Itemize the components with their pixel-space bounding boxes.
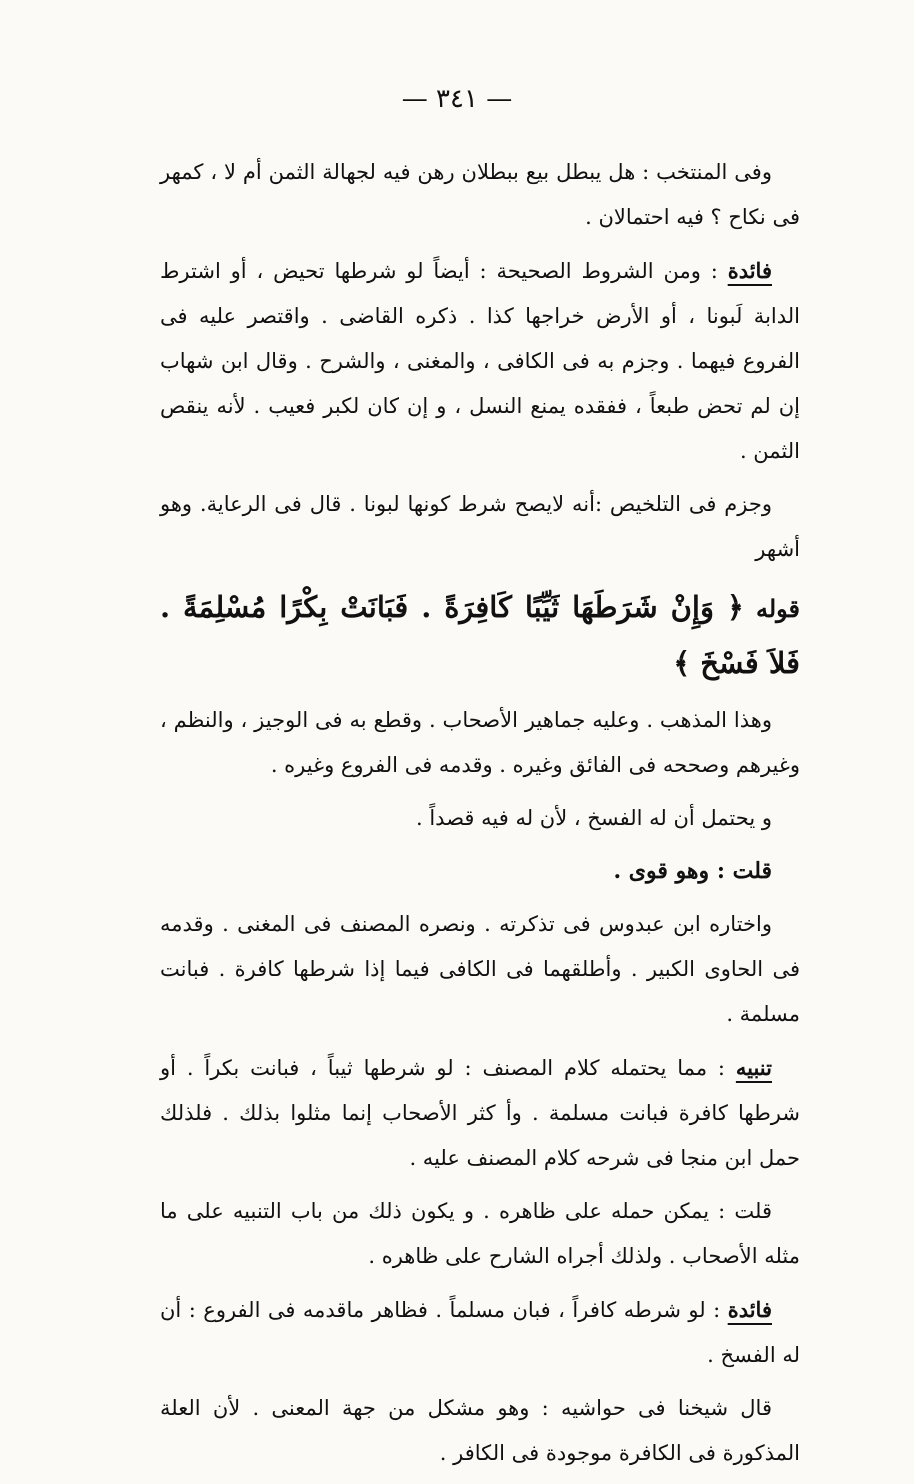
paragraph-tanbih [160,1045,800,1181]
quote-text: ﴿ وَإِنْ شَرَطَهَا ثَيِّبًا كَافِرَةً . فَبَانَتْ بِكْرًا مُسْلِمَةً . فَلاَ فَسْخَ ﴾ [160,590,800,680]
tanbih-text: : مما يحتمله كلام المصنف : لو شرطها ثيباً ، فبانت بكراً . أو شرطها كافرة فبانت مسلمة . وأ كثر الأصحاب إنما مثلوا بذلك . فلذلك حمل ابن منجا فى شرحه كلام المصنف عليه . [160,1056,800,1170]
page-number: — ٣٤١ — [401,84,513,114]
paragraph-faida-conditions [160,248,800,474]
faida-text: : ومن الشروط الصحيحة : أيضاً لو شرطها تحيض ، أو اشترط الدابة لَبونا ، أو الأرض خراجها كذا . ذكره القاضى . واقتصر عليه فى الفروع فيهما . وجزم به فى الكافى ، والمغنى ، والشرح . وقال ابن شهاب إن لم تحض طبعاً ، ففقده يمنع النسل ، و إن كان لكبر فعيب . لأنه ينقص الثمن . [160,259,800,463]
paragraph-shaykhuna: قال شيخنا فى حواشيه : وهو مشكل من جهة المعنى . لأن العلة المذكورة فى الكافرة موجودة فى الكافر . [160,1396,800,1465]
paragraph-qultu-qawi: قلت : وهو قوى . [613,858,772,884]
faida-heading-2: فائدة [727,1297,772,1322]
page-text [160,150,800,1484]
matn-quote [160,580,800,690]
tanbih-heading: تنبيه [735,1055,772,1080]
paragraph-qultu-hamluhu: قلت : يمكن حمله على ظاهره . و يكون ذلك من باب التنبيه على ما مثله الأصحاب . ولذلك أجراه الشارح على ظاهره . [160,1199,800,1268]
paragraph-ibn-abdus: واختاره ابن عبدوس فى تذكرته . ونصره المصنف فى المغنى . وقدمه فى الحاوى الكبير . وأطلقهما فى الكافى فيما إذا شرطها كافرة . فبانت مسلمة . [160,912,800,1026]
paragraph-muntakhab: وفى المنتخب : هل يبطل بيع ببطلان رهن فيه لجهالة الثمن أم لا ، كمهر فى نكاح ؟ فيه احتمالان . [160,160,800,229]
paragraph-yahtamil: و يحتمل أن له الفسخ ، لأن له فيه قصداً . [416,806,772,830]
faida-text-2: : لو شرطه كافراً ، فبان مسلماً . فظاهر ماقدمه فى الفروع : أن له الفسخ . [160,1298,800,1367]
paragraph-madhhab: وهذا المذهب . وعليه جماهير الأصحاب . وقطع به فى الوجيز ، والنظم ، وغيرهم وصححه فى الفائق وغيره . وقدمه فى الفروع وغيره . [160,708,800,777]
paragraph-faida-kafir [160,1287,800,1378]
faida-heading: فائدة [727,258,772,283]
paragraph-talkhis: وجزم فى التلخيص :أنه لايصح شرط كونها لبونا . قال فى الرعاية. وهو أشهر [160,492,800,561]
quote-lead: قوله [755,594,801,623]
